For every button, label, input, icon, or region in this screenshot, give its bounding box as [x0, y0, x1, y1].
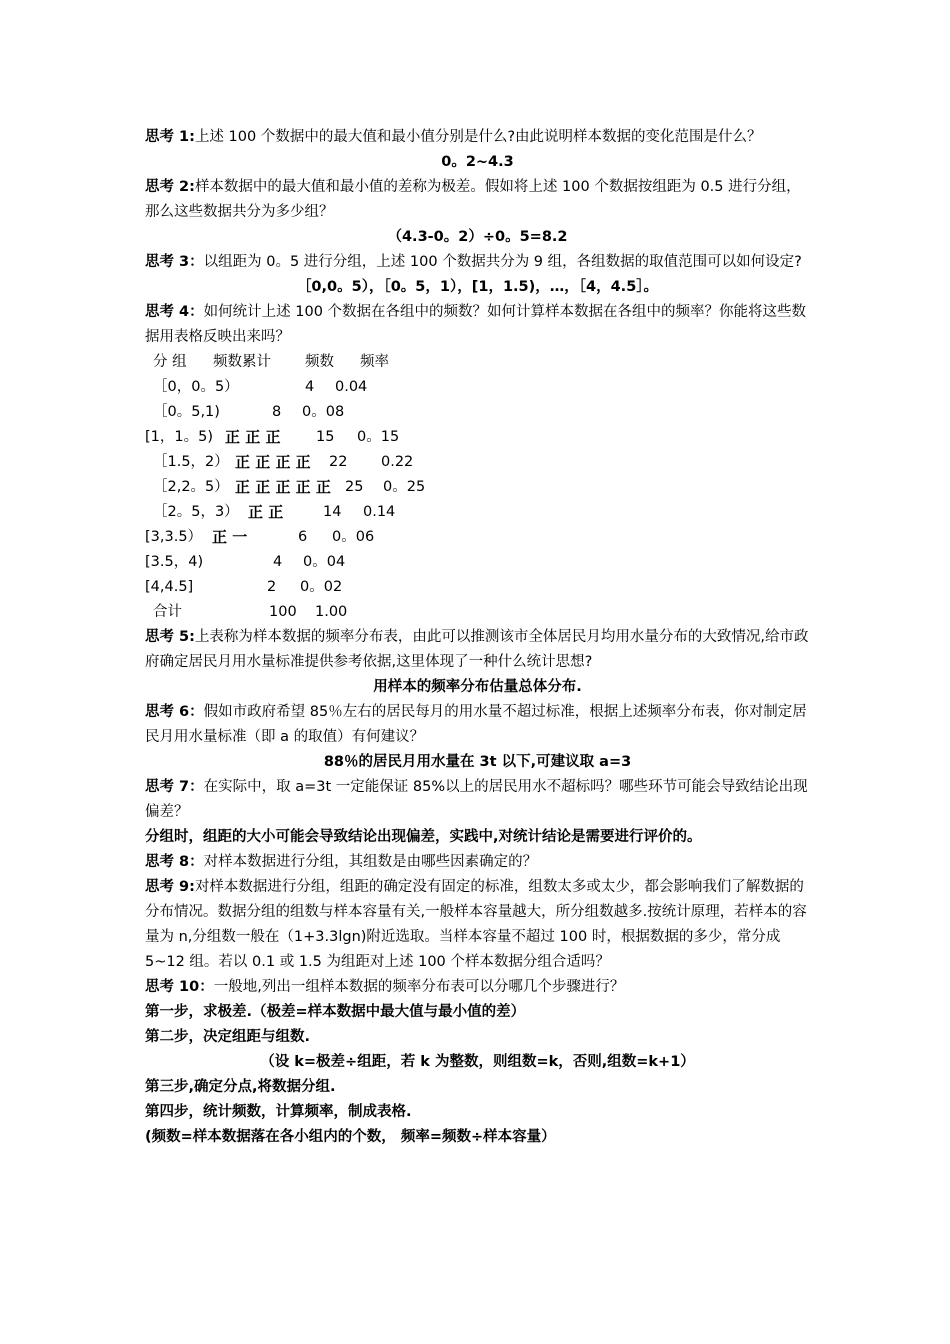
question-label: 思考 10：	[145, 979, 214, 995]
question-3	[145, 250, 810, 275]
step-1: 第一步，求极差.（极差=样本数据中最大值与最小值的差）	[145, 1004, 526, 1020]
step-4: 第四步，统计频数，计算频率，制成表格.	[145, 1104, 412, 1120]
table-row	[145, 575, 810, 600]
question-text: 如何统计上述 100 个数据在各组中的频数？如何计算样本数据在各组中的频率？你能将这些数据用表格反映出来吗？	[145, 304, 807, 345]
cell-count: 6	[298, 529, 308, 545]
table-row	[145, 500, 810, 525]
cell-group: ［2,2。5）	[153, 479, 229, 495]
answer-1: 0。2~4.3	[441, 154, 514, 170]
cell-group: ［2。5，3）	[153, 504, 239, 520]
question-2	[145, 175, 810, 225]
cell-count: 25	[345, 479, 364, 495]
cell-freq: 0。25	[383, 479, 426, 495]
cell-group: [4,4.5]	[145, 579, 194, 595]
cell-freq: 0。04	[303, 554, 346, 570]
question-text: 对样本数据进行分组，组距的确定没有固定的标准，组数太多或太少，都会影响我们了解数据的分布情况。数据分组的组数与样本容量有关,一般样本容量越大，所分组数越多.按统计原理，若样本的容量为 n,分组数一般在（1+3.3lgn)附近选取。当样本容量不超过 100 时，根据数据的多少，常分成 5~12 组。若以 0.1 或 1.5 为组距对上述 100 个样本数据分组合适吗？	[145, 879, 807, 970]
question-label: 思考 2:	[145, 179, 195, 195]
question-4	[145, 300, 810, 350]
cell-freq: 0.04	[335, 379, 368, 395]
answer-6: 88％的居民月用水量在 3t 以下,可建议取 a=3	[323, 754, 632, 770]
question-label: 思考 9:	[145, 879, 195, 895]
step-2-note: （设 k=极差÷组距，若 k 为整数，则组数=k，否则,组数=k+1）	[260, 1054, 695, 1070]
answer-2: （4.3-0。2）÷0。5=8.2	[387, 229, 568, 245]
question-text: 一般地,列出一组样本数据的频率分布表可以分哪几个步骤进行？	[213, 979, 625, 995]
table-header-row	[145, 350, 810, 375]
cell-group: ［0。5,1)	[153, 404, 220, 420]
question-10	[145, 975, 810, 1000]
cell-count: 4	[273, 554, 283, 570]
question-text: 在实际中，取 a=3t 一定能保证 85%以上的居民用水不超标吗？哪些环节可能会导致结论出现偏差？	[145, 779, 808, 820]
cell-group: ［0，0。5）	[153, 379, 239, 395]
table-row	[145, 425, 810, 450]
cell-count: 4	[305, 379, 315, 395]
question-label: 思考 7：	[145, 779, 204, 795]
table-row	[145, 450, 810, 475]
question-label: 思考 6：	[145, 704, 204, 720]
question-1	[145, 125, 810, 150]
table-total-row	[145, 600, 810, 625]
step-4-note: (频数=样本数据落在各小组内的个数， 频率=频数÷样本容量）	[145, 1129, 556, 1145]
header-tally: 频数累计	[213, 354, 271, 370]
question-6	[145, 700, 810, 750]
cell-group: [3,3.5）	[145, 529, 203, 545]
cell-count: 15	[316, 429, 335, 445]
question-8	[145, 850, 810, 875]
table-row	[145, 375, 810, 400]
cell-group: [1，1。5)	[145, 429, 213, 445]
question-text: 以组距为 0。5 进行分组，上述 100 个数据共分为 9 组，各组数据的取值范围可以如何设定?	[203, 254, 802, 270]
question-label: 思考 3：	[145, 254, 204, 270]
question-label: 思考 8：	[145, 854, 204, 870]
document-body	[145, 125, 810, 1150]
table-row	[145, 475, 810, 500]
answer-3: ［0,0。5），［0。5，1），[1，1.5)，…，［4，4.5］。	[296, 279, 659, 295]
header-freq: 频率	[360, 354, 389, 370]
cell-tally: 正 正 正	[225, 428, 281, 446]
question-text: 上述 100 个数据中的最大值和最小值分别是什么?由此说明样本数据的变化范围是什么？	[194, 129, 762, 145]
cell-tally: 正 正	[248, 503, 284, 521]
cell-freq: 0。02	[300, 579, 343, 595]
table-row	[145, 400, 810, 425]
cell-group: 合计	[153, 604, 182, 620]
step-3: 第三步,确定分点,将数据分组.	[145, 1079, 336, 1095]
question-label: 思考 4：	[145, 304, 204, 320]
frequency-table	[145, 350, 810, 625]
cell-count: 8	[272, 404, 282, 420]
question-label: 思考 5:	[145, 629, 195, 645]
cell-freq: 0。15	[357, 429, 400, 445]
cell-group: [3.5，4)	[145, 554, 204, 570]
cell-group: ［1.5，2）	[153, 454, 229, 470]
cell-tally: 正 一	[212, 528, 248, 546]
cell-count: 14	[323, 504, 342, 520]
question-text: 对样本数据进行分组，其组数是由哪些因素确定的？	[203, 854, 538, 870]
answer-7: 分组时，组距的大小可能会导致结论出现偏差，实践中,对统计结论是需要进行评价的。	[145, 829, 702, 845]
header-group: 分 组	[153, 354, 187, 370]
question-9	[145, 875, 810, 975]
header-count: 频数	[305, 354, 334, 370]
cell-freq: 0.14	[363, 504, 396, 520]
question-7	[145, 775, 810, 825]
question-label: 思考 1:	[145, 129, 195, 145]
table-row	[145, 550, 810, 575]
cell-freq: 1.00	[315, 604, 348, 620]
cell-freq: 0。08	[302, 404, 345, 420]
cell-count: 2	[267, 579, 277, 595]
step-2: 第二步，决定组距与组数.	[145, 1029, 311, 1045]
cell-freq: 0。06	[332, 529, 375, 545]
question-text: 上表称为样本数据的频率分布表，由此可以推测该市全体居民月均用水量分布的大致情况,给市政府确定居民月用水量标准提供参考依据,这里体现了一种什么统计思想?	[145, 629, 809, 670]
cell-tally: 正 正 正 正 正	[235, 478, 331, 496]
answer-5: 用样本的频率分布估量总体分布.	[373, 679, 582, 695]
cell-count: 100	[269, 604, 297, 620]
cell-tally: 正 正 正 正	[235, 453, 311, 471]
question-text: 假如市政府希望 85％左右的居民每月的用水量不超过标准，根据上述频率分布表，你对制定居民月用水量标准（即 a 的取值）有何建议？	[145, 704, 807, 745]
question-text: 样本数据中的最大值和最小值的差称为极差。假如将上述 100 个数据按组距为 0.5 进行分组，那么这些数据共分为多少组？	[145, 179, 801, 220]
cell-count: 22	[329, 454, 348, 470]
table-row	[145, 525, 810, 550]
cell-freq: 0.22	[381, 454, 414, 470]
question-5	[145, 625, 810, 675]
